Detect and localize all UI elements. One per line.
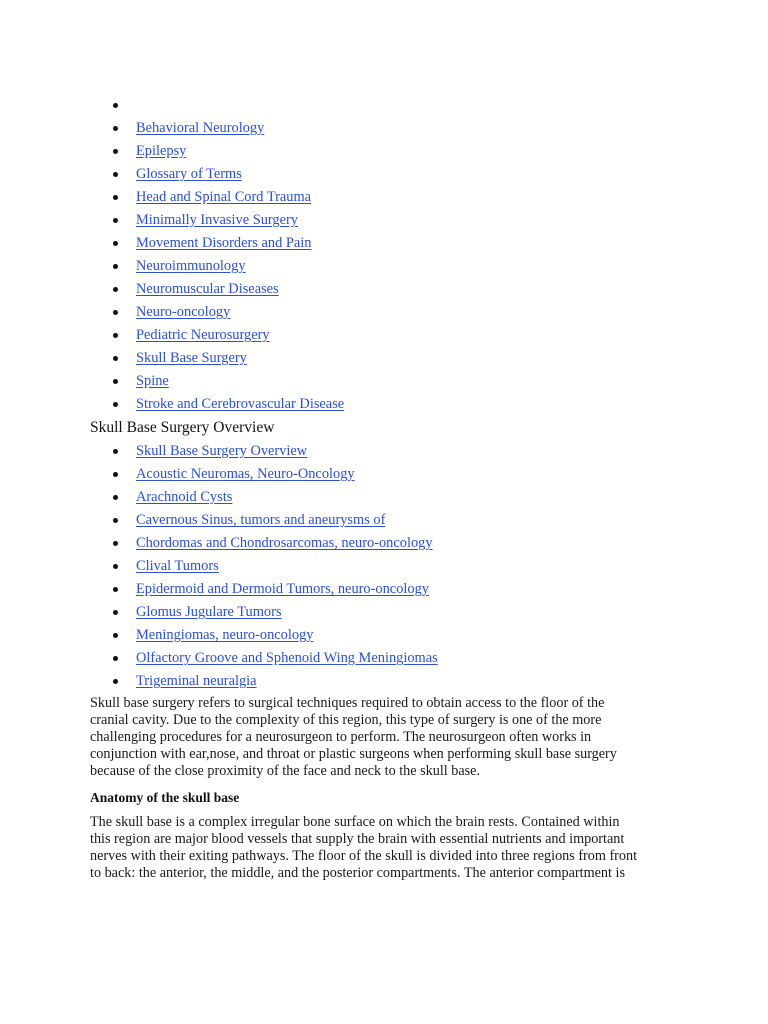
list-item [136, 509, 680, 532]
topic-link-head-and-spinal-cord-trauma[interactable]: Head and Spinal Cord Trauma [136, 189, 312, 205]
topic-link-skull-base-surgery[interactable]: Skull Base Surgery [136, 350, 247, 366]
list-item [136, 324, 680, 347]
bullet-icon [110, 532, 120, 555]
bullet-icon [110, 370, 120, 393]
text-line: challenging procedures for a neurosurgeon to perform. The neurosurgeon often works in [90, 729, 592, 745]
intro-paragraph [90, 695, 680, 780]
list-item [136, 370, 680, 393]
bullet-icon [110, 94, 120, 117]
bullet-icon [110, 440, 120, 463]
topic-link-chordomas-and-chondrosarcomas-neuro-oncology[interactable]: Chordomas and Chondrosarcomas, neuro-oncology [136, 535, 433, 551]
topic-link-pediatric-neurosurgery[interactable]: Pediatric Neurosurgery [136, 327, 270, 343]
list-item [136, 463, 680, 486]
bullet-icon [110, 601, 120, 624]
bullet-icon [110, 301, 120, 324]
list-item [136, 440, 680, 463]
document-page [90, 94, 680, 882]
text-line: this region are major blood vessels that supply the brain with essential nutrients and important [90, 831, 625, 847]
primary-topic-list [90, 94, 680, 416]
section-title: Skull Base Surgery Overview [90, 419, 275, 436]
bullet-icon [110, 163, 120, 186]
bullet-icon [110, 486, 120, 509]
list-item [136, 140, 680, 163]
text-line: to back: the anterior, the middle, and the posterior compartments. The anterior compartment is [90, 865, 625, 881]
bullet-icon [110, 324, 120, 347]
bullet-icon [110, 393, 120, 416]
bullet-icon [110, 578, 120, 601]
skull-base-topic-list [90, 440, 680, 693]
list-item [136, 393, 680, 416]
list-item [136, 532, 680, 555]
topic-link-glomus-jugulare-tumors[interactable]: Glomus Jugulare Tumors [136, 604, 282, 620]
topic-link-trigeminal-neuralgia[interactable]: Trigeminal neuralgia [136, 673, 257, 689]
bullet-icon [110, 463, 120, 486]
bullet-icon [110, 278, 120, 301]
topic-link-neuromuscular-diseases[interactable]: Neuromuscular Diseases [136, 281, 279, 297]
bullet-icon [110, 255, 120, 278]
bullet-icon [110, 209, 120, 232]
topic-link-arachnoid-cysts[interactable]: Arachnoid Cysts [136, 489, 233, 505]
topic-link-skull-base-surgery-overview[interactable]: Skull Base Surgery Overview [136, 443, 308, 459]
list-item [136, 163, 680, 186]
list-item [136, 486, 680, 509]
bullet-icon [110, 140, 120, 163]
topic-link-epidermoid-and-dermoid-tumors-neuro-oncology[interactable]: Epidermoid and Dermoid Tumors, neuro-oncology [136, 581, 429, 597]
topic-link-clival-tumors[interactable]: Clival Tumors [136, 558, 219, 574]
list-item [136, 117, 680, 140]
text-line: conjunction with ear,nose, and throat or plastic surgeons when performing skull base surgery [90, 746, 617, 762]
list-item [136, 555, 680, 578]
bullet-icon [110, 647, 120, 670]
topic-link-neuroimmunology[interactable]: Neuroimmunology [136, 258, 246, 274]
topic-link-acoustic-neuromas-neuro-oncology[interactable]: Acoustic Neuromas, Neuro-Oncology [136, 466, 355, 482]
topic-link-cavernous-sinus-tumors-and-aneurysms-of[interactable]: Cavernous Sinus, tumors and aneurysms of [136, 512, 386, 528]
list-item [136, 601, 680, 624]
text-line: The skull base is a complex irregular bone surface on which the brain rests. Contained within [90, 814, 620, 830]
anatomy-paragraph [90, 814, 680, 882]
topic-link-olfactory-groove-and-sphenoid-wing-meningiomas[interactable]: Olfactory Groove and Sphenoid Wing Meningiomas [136, 650, 438, 666]
text-line: Skull base surgery refers to surgical techniques required to obtain access to the floor of the [90, 695, 605, 711]
list-item [136, 209, 680, 232]
topic-link-movement-disorders-and-pain[interactable]: Movement Disorders and Pain [136, 235, 312, 251]
topic-link-minimally-invasive-surgery[interactable]: Minimally Invasive Surgery [136, 212, 299, 228]
topic-link-epilepsy[interactable]: Epilepsy [136, 143, 187, 159]
topic-link-glossary-of-terms[interactable]: Glossary of Terms [136, 166, 242, 182]
anatomy-heading: Anatomy of the skull base [90, 790, 240, 805]
list-item [136, 647, 680, 670]
bullet-icon [110, 232, 120, 255]
list-item [136, 301, 680, 324]
bullet-icon [110, 670, 120, 693]
bullet-icon [110, 347, 120, 370]
list-item [136, 186, 680, 209]
topic-link-neuro-oncology[interactable]: Neuro-oncology [136, 304, 231, 320]
list-item [136, 347, 680, 370]
list-item [136, 94, 680, 117]
topic-link-spine[interactable]: Spine [136, 373, 169, 389]
bullet-icon [110, 555, 120, 578]
text-line: because of the close proximity of the face and neck to the skull base. [90, 763, 481, 779]
bullet-icon [110, 509, 120, 532]
topic-link-behavioral-neurology[interactable]: Behavioral Neurology [136, 120, 265, 136]
text-line: nerves with their exiting pathways. The floor of the skull is divided into three regions from front [90, 848, 638, 864]
bullet-icon [110, 117, 120, 140]
topic-link-stroke-and-cerebrovascular-disease[interactable]: Stroke and Cerebrovascular Disease [136, 396, 345, 412]
list-item [136, 578, 680, 601]
list-item [136, 278, 680, 301]
list-item [136, 255, 680, 278]
list-item [136, 624, 680, 647]
bullet-icon [110, 186, 120, 209]
topic-link-meningiomas-neuro-oncology[interactable]: Meningiomas, neuro-oncology [136, 627, 314, 643]
list-item [136, 670, 680, 693]
text-line: cranial cavity. Due to the complexity of this region, this type of surgery is one of the more [90, 712, 602, 728]
list-item [136, 232, 680, 255]
bullet-icon [110, 624, 120, 647]
